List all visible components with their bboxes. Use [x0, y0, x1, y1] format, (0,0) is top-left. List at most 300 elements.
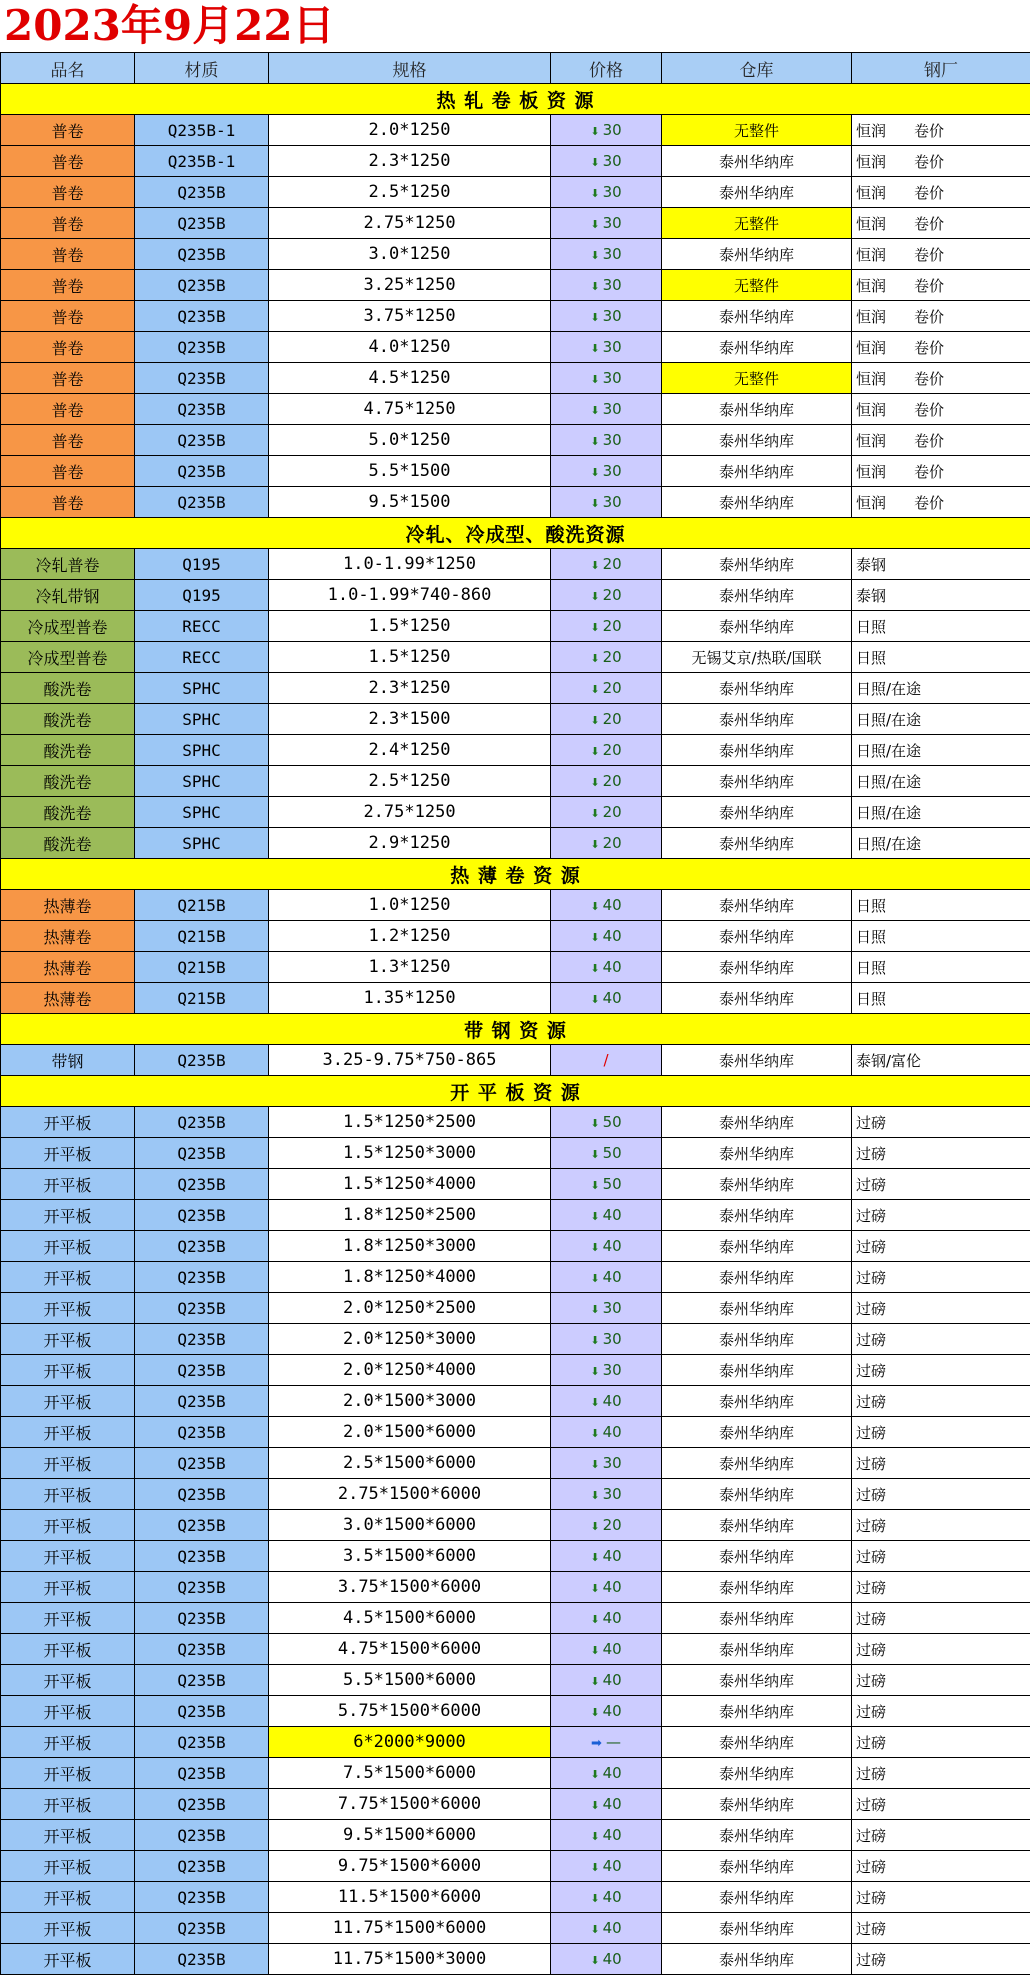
- spec-cell: 5.0*1250: [269, 425, 551, 456]
- mill-name: 过磅: [856, 1795, 887, 1814]
- material-cell: Q195: [135, 549, 269, 580]
- product-name-cell: 开平板: [1, 1417, 135, 1448]
- price-value: 50: [602, 1175, 622, 1193]
- price-value: 50: [602, 1144, 622, 1162]
- arrow-down-icon: ⬇: [590, 497, 600, 510]
- price-value: 40: [602, 1857, 622, 1875]
- product-name-cell: 开平板: [1, 1944, 135, 1975]
- price-cell: [551, 828, 662, 859]
- spec-cell: 1.8*1250*2500: [269, 1200, 551, 1231]
- arrow-down-icon: ⬇: [590, 1644, 600, 1657]
- warehouse-cell: 泰州华纳库: [662, 425, 852, 456]
- arrow-down-icon: ⬇: [590, 466, 600, 479]
- price-value: 40: [602, 1268, 622, 1286]
- spec-cell: 3.25*1250: [269, 270, 551, 301]
- warehouse-cell: 泰州华纳库: [662, 1882, 852, 1913]
- mill-name: 恒润: [856, 152, 887, 171]
- section-header-row: [1, 859, 1030, 890]
- table-row: [1, 673, 1030, 704]
- spec-cell: 2.3*1500: [269, 704, 551, 735]
- mill-name: 过磅: [856, 1113, 887, 1132]
- spec-cell: 2.5*1250: [269, 766, 551, 797]
- price-value: 20: [602, 586, 622, 604]
- price-value: 40: [602, 1578, 622, 1596]
- mill-name: 泰钢: [856, 586, 887, 605]
- table-row: [1, 239, 1030, 270]
- price-cell: [551, 1417, 662, 1448]
- table-row: [1, 1696, 1030, 1727]
- product-name-cell: 开平板: [1, 1820, 135, 1851]
- product-name-cell: 开平板: [1, 1634, 135, 1665]
- mill-cell: [852, 673, 1030, 704]
- warehouse-cell: 泰州华纳库: [662, 1603, 852, 1634]
- warehouse-cell: 泰州华纳库: [662, 890, 852, 921]
- price-value: /: [603, 1051, 609, 1069]
- mill-cell: [852, 1696, 1030, 1727]
- spec-cell: 1.5*1250*3000: [269, 1138, 551, 1169]
- material-cell: Q235B: [135, 1107, 269, 1138]
- material-cell: Q235B: [135, 239, 269, 270]
- mill-cell: [852, 1541, 1030, 1572]
- header-material: 材质: [135, 53, 269, 84]
- arrow-down-icon: ⬇: [590, 1427, 600, 1440]
- product-name-cell: 开平板: [1, 1572, 135, 1603]
- price-value: 40: [602, 1547, 622, 1565]
- spec-cell: 2.0*1250*4000: [269, 1355, 551, 1386]
- spec-cell: 7.75*1500*6000: [269, 1789, 551, 1820]
- table-row: [1, 766, 1030, 797]
- material-cell: Q235B: [135, 177, 269, 208]
- mill-cell: [852, 1107, 1030, 1138]
- section-title: 开 平 板 资 源: [1, 1076, 1030, 1107]
- spec-cell: 1.8*1250*4000: [269, 1262, 551, 1293]
- warehouse-cell: 泰州华纳库: [662, 239, 852, 270]
- product-name-cell: 开平板: [1, 1603, 135, 1634]
- mill-name: 过磅: [856, 1671, 887, 1690]
- spec-cell: 3.75*1250: [269, 301, 551, 332]
- price-cell: [551, 1851, 662, 1882]
- arrow-down-icon: ⬇: [590, 1272, 600, 1285]
- material-cell: Q235B: [135, 1293, 269, 1324]
- spec-cell: 2.75*1500*6000: [269, 1479, 551, 1510]
- spec-cell: 1.2*1250: [269, 921, 551, 952]
- material-cell: Q235B: [135, 1851, 269, 1882]
- price-table-body: [1, 53, 1030, 1975]
- arrow-down-icon: ⬇: [590, 559, 600, 572]
- price-cell: [551, 1324, 662, 1355]
- warehouse-cell: 泰州华纳库: [662, 1200, 852, 1231]
- table-row: [1, 1634, 1030, 1665]
- spec-cell: 4.5*1500*6000: [269, 1603, 551, 1634]
- mill-cell: [852, 394, 1030, 425]
- warehouse-cell: 泰州华纳库: [662, 1758, 852, 1789]
- mill-cell: [852, 1231, 1030, 1262]
- arrow-down-icon: ⬇: [590, 342, 600, 355]
- table-row: [1, 580, 1030, 611]
- section-title: 热 轧 卷 板 资 源: [1, 84, 1030, 115]
- material-cell: Q235B: [135, 1665, 269, 1696]
- mill-name: 恒润: [856, 121, 887, 140]
- mill-name: 过磅: [856, 1423, 887, 1442]
- product-name-cell: 酸洗卷: [1, 704, 135, 735]
- header-mill: 钢厂: [852, 53, 1030, 84]
- mill-name: 过磅: [856, 1857, 887, 1876]
- product-name-cell: 开平板: [1, 1541, 135, 1572]
- price-basis-note: 卷价: [914, 369, 945, 388]
- price-basis-note: 卷价: [914, 276, 945, 295]
- mill-name: 过磅: [856, 1764, 887, 1783]
- warehouse-cell: 泰州华纳库: [662, 1789, 852, 1820]
- product-name-cell: 普卷: [1, 146, 135, 177]
- material-cell: Q235B: [135, 301, 269, 332]
- mill-cell: [852, 735, 1030, 766]
- price-value: 50: [602, 1113, 622, 1131]
- header-price: 价格: [551, 53, 662, 84]
- warehouse-cell: 泰州华纳库: [662, 1572, 852, 1603]
- table-row: [1, 890, 1030, 921]
- price-value: 20: [602, 555, 622, 573]
- spec-cell: 7.5*1500*6000: [269, 1758, 551, 1789]
- price-cell: [551, 642, 662, 673]
- warehouse-cell: 泰州华纳库: [662, 1851, 852, 1882]
- price-value: 30: [602, 493, 622, 511]
- mill-cell: [852, 1572, 1030, 1603]
- product-name-cell: 普卷: [1, 208, 135, 239]
- mill-name: 过磅: [856, 1888, 887, 1907]
- mill-cell: [852, 1200, 1030, 1231]
- table-row: [1, 394, 1030, 425]
- price-cell: [551, 177, 662, 208]
- price-value: 30: [602, 369, 622, 387]
- mill-cell: [852, 983, 1030, 1014]
- material-cell: Q235B-1: [135, 115, 269, 146]
- material-cell: SPHC: [135, 828, 269, 859]
- spec-cell: 2.5*1250: [269, 177, 551, 208]
- product-name-cell: 普卷: [1, 332, 135, 363]
- spec-cell: 1.35*1250: [269, 983, 551, 1014]
- spec-cell: 2.3*1250: [269, 146, 551, 177]
- product-name-cell: 酸洗卷: [1, 673, 135, 704]
- table-row: [1, 1572, 1030, 1603]
- arrow-down-icon: ⬇: [590, 962, 600, 975]
- mill-name: 日照/在途: [856, 679, 922, 698]
- spec-cell: 2.0*1250*2500: [269, 1293, 551, 1324]
- price-cell: [551, 1820, 662, 1851]
- header-name: 品名: [1, 53, 135, 84]
- price-value: 30: [602, 276, 622, 294]
- price-cell: [551, 487, 662, 518]
- price-cell: [551, 921, 662, 952]
- spec-cell: 2.4*1250: [269, 735, 551, 766]
- spec-cell: 2.9*1250: [269, 828, 551, 859]
- warehouse-cell: 泰州华纳库: [662, 1820, 852, 1851]
- price-value: 30: [602, 431, 622, 449]
- warehouse-cell: 泰州华纳库: [662, 1634, 852, 1665]
- table-row: [1, 1603, 1030, 1634]
- price-value: 40: [602, 1640, 622, 1658]
- arrow-down-icon: ⬇: [590, 1799, 600, 1812]
- price-cell: [551, 270, 662, 301]
- table-row: [1, 456, 1030, 487]
- mill-cell: [852, 1479, 1030, 1510]
- warehouse-cell: 无锡艾京/热联/国联: [662, 642, 852, 673]
- warehouse-cell: 泰州华纳库: [662, 766, 852, 797]
- header-warehouse: 仓库: [662, 53, 852, 84]
- table-row: [1, 1665, 1030, 1696]
- material-cell: Q235B: [135, 1262, 269, 1293]
- mill-name: 恒润: [856, 183, 887, 202]
- price-value: 30: [602, 1299, 622, 1317]
- material-cell: Q235B: [135, 1417, 269, 1448]
- table-row: [1, 363, 1030, 394]
- material-cell: SPHC: [135, 797, 269, 828]
- spec-cell: 5.5*1500: [269, 456, 551, 487]
- product-name-cell: 开平板: [1, 1851, 135, 1882]
- arrow-down-icon: ⬇: [590, 900, 600, 913]
- price-value: 30: [602, 307, 622, 325]
- table-row: [1, 1138, 1030, 1169]
- table-row: [1, 1417, 1030, 1448]
- product-name-cell: 冷成型普卷: [1, 642, 135, 673]
- price-cell: [551, 1882, 662, 1913]
- arrow-down-icon: ⬇: [590, 404, 600, 417]
- table-row: [1, 611, 1030, 642]
- table-row: [1, 1386, 1030, 1417]
- product-name-cell: 开平板: [1, 1231, 135, 1262]
- price-value: 40: [602, 927, 622, 945]
- price-value: 30: [602, 183, 622, 201]
- warehouse-cell: 泰州华纳库: [662, 456, 852, 487]
- arrow-down-icon: ⬇: [590, 1334, 600, 1347]
- arrow-down-icon: ⬇: [590, 1923, 600, 1936]
- mill-cell: [852, 425, 1030, 456]
- price-value: 20: [602, 617, 622, 635]
- material-cell: Q215B: [135, 890, 269, 921]
- table-row: [1, 549, 1030, 580]
- warehouse-cell: 泰州华纳库: [662, 580, 852, 611]
- arrow-down-icon: ⬇: [590, 838, 600, 851]
- mill-name: 过磅: [856, 1392, 887, 1411]
- price-cell: [551, 580, 662, 611]
- arrow-down-icon: ⬇: [590, 1458, 600, 1471]
- mill-cell: [852, 487, 1030, 518]
- price-value: 20: [602, 834, 622, 852]
- product-name-cell: 带钢: [1, 1045, 135, 1076]
- table-row: [1, 425, 1030, 456]
- spec-cell: 3.0*1500*6000: [269, 1510, 551, 1541]
- mill-name: 恒润: [856, 369, 887, 388]
- table-row: [1, 1324, 1030, 1355]
- product-name-cell: 开平板: [1, 1293, 135, 1324]
- mill-cell: [852, 1262, 1030, 1293]
- spec-cell: 2.5*1500*6000: [269, 1448, 551, 1479]
- spec-cell: 11.75*1500*3000: [269, 1944, 551, 1975]
- arrow-down-icon: ⬇: [590, 1861, 600, 1874]
- mill-name: 过磅: [856, 1175, 887, 1194]
- arrow-down-icon: ⬇: [590, 1954, 600, 1967]
- price-cell: [551, 797, 662, 828]
- mill-cell: [852, 208, 1030, 239]
- material-cell: Q235B: [135, 1510, 269, 1541]
- price-value: 40: [602, 1795, 622, 1813]
- mill-name: 泰钢/富伦: [856, 1051, 922, 1070]
- warehouse-cell: 泰州华纳库: [662, 1541, 852, 1572]
- price-cell: [551, 456, 662, 487]
- section-title: 热 薄 卷 资 源: [1, 859, 1030, 890]
- spec-cell: 4.5*1250: [269, 363, 551, 394]
- mill-cell: [852, 177, 1030, 208]
- mill-cell: [852, 1138, 1030, 1169]
- mill-cell: [852, 1386, 1030, 1417]
- product-name-cell: 酸洗卷: [1, 735, 135, 766]
- table-row: [1, 983, 1030, 1014]
- product-name-cell: 普卷: [1, 177, 135, 208]
- mill-name: 恒润: [856, 245, 887, 264]
- mill-name: 日照: [856, 896, 887, 915]
- arrow-down-icon: ⬇: [590, 1303, 600, 1316]
- mill-name: 恒润: [856, 493, 887, 512]
- table-row: [1, 952, 1030, 983]
- warehouse-cell: 泰州华纳库: [662, 1479, 852, 1510]
- warehouse-cell: 泰州华纳库: [662, 1293, 852, 1324]
- warehouse-cell: 泰州华纳库: [662, 611, 852, 642]
- price-value: 20: [602, 741, 622, 759]
- table-row: [1, 1944, 1030, 1975]
- spec-cell: 9.5*1500*6000: [269, 1820, 551, 1851]
- arrow-down-icon: ⬇: [590, 993, 600, 1006]
- mill-name: 日照: [856, 617, 887, 636]
- table-row: [1, 1231, 1030, 1262]
- arrow-down-icon: ⬇: [590, 1675, 600, 1688]
- material-cell: Q235B: [135, 1944, 269, 1975]
- warehouse-cell: 泰州华纳库: [662, 1386, 852, 1417]
- price-value: 30: [602, 400, 622, 418]
- material-cell: Q235B: [135, 1758, 269, 1789]
- material-cell: Q235B: [135, 1882, 269, 1913]
- price-cell: [551, 394, 662, 425]
- material-cell: Q235B: [135, 332, 269, 363]
- spec-cell: 3.5*1500*6000: [269, 1541, 551, 1572]
- price-cell: [551, 1231, 662, 1262]
- section-header-row: [1, 84, 1030, 115]
- warehouse-cell: 泰州华纳库: [662, 673, 852, 704]
- product-name-cell: 开平板: [1, 1448, 135, 1479]
- price-value: 30: [602, 214, 622, 232]
- price-cell: [551, 890, 662, 921]
- price-cell: [551, 704, 662, 735]
- warehouse-cell: 泰州华纳库: [662, 1169, 852, 1200]
- material-cell: Q215B: [135, 983, 269, 1014]
- warehouse-cell: 泰州华纳库: [662, 394, 852, 425]
- price-value: 40: [602, 1671, 622, 1689]
- mill-name: 恒润: [856, 307, 887, 326]
- spec-cell: 2.3*1250: [269, 673, 551, 704]
- material-cell: Q235B: [135, 1634, 269, 1665]
- product-name-cell: 热薄卷: [1, 890, 135, 921]
- section-header-row: [1, 1076, 1030, 1107]
- table-row: [1, 1541, 1030, 1572]
- price-value: 30: [602, 462, 622, 480]
- mill-name: 过磅: [856, 1206, 887, 1225]
- table-row: [1, 1262, 1030, 1293]
- product-name-cell: 热薄卷: [1, 983, 135, 1014]
- product-name-cell: 普卷: [1, 456, 135, 487]
- material-cell: Q215B: [135, 921, 269, 952]
- mill-cell: [852, 1293, 1030, 1324]
- spec-cell: 2.0*1500*3000: [269, 1386, 551, 1417]
- material-cell: Q235B: [135, 1448, 269, 1479]
- arrow-down-icon: ⬇: [590, 280, 600, 293]
- material-cell: SPHC: [135, 766, 269, 797]
- spec-cell: 2.75*1250: [269, 797, 551, 828]
- table-row: [1, 115, 1030, 146]
- arrow-down-icon: ⬇: [590, 1489, 600, 1502]
- arrow-down-icon: ⬇: [590, 1148, 600, 1161]
- price-cell: [551, 1479, 662, 1510]
- material-cell: Q235B: [135, 1603, 269, 1634]
- warehouse-cell: 泰州华纳库: [662, 1665, 852, 1696]
- warehouse-cell: 泰州华纳库: [662, 1231, 852, 1262]
- table-row: [1, 921, 1030, 952]
- table-row: [1, 270, 1030, 301]
- warehouse-cell: 泰州华纳库: [662, 1727, 852, 1758]
- mill-cell: [852, 1603, 1030, 1634]
- price-value: —: [605, 1733, 621, 1751]
- spec-cell: 1.3*1250: [269, 952, 551, 983]
- product-name-cell: 开平板: [1, 1913, 135, 1944]
- arrow-down-icon: ⬇: [590, 1768, 600, 1781]
- mill-cell: [852, 270, 1030, 301]
- warehouse-cell: 泰州华纳库: [662, 1417, 852, 1448]
- product-name-cell: 冷轧普卷: [1, 549, 135, 580]
- mill-cell: [852, 580, 1030, 611]
- price-cell: [551, 1510, 662, 1541]
- mill-cell: [852, 1665, 1030, 1696]
- warehouse-cell: 泰州华纳库: [662, 549, 852, 580]
- material-cell: Q195: [135, 580, 269, 611]
- price-cell: [551, 301, 662, 332]
- price-cell: [551, 1448, 662, 1479]
- spec-cell: 1.5*1250: [269, 611, 551, 642]
- mill-cell: [852, 611, 1030, 642]
- arrow-down-icon: ⬇: [590, 1520, 600, 1533]
- product-name-cell: 开平板: [1, 1169, 135, 1200]
- section-header-row: [1, 1014, 1030, 1045]
- product-name-cell: 普卷: [1, 270, 135, 301]
- price-value: 20: [602, 679, 622, 697]
- price-cell: [551, 1169, 662, 1200]
- price-basis-note: 卷价: [914, 121, 945, 140]
- warehouse-cell: 无整件: [662, 115, 852, 146]
- price-value: 20: [602, 772, 622, 790]
- arrow-down-icon: ⬇: [590, 683, 600, 696]
- table-row: [1, 797, 1030, 828]
- product-name-cell: 开平板: [1, 1882, 135, 1913]
- warehouse-cell: 泰州华纳库: [662, 1696, 852, 1727]
- mill-name: 过磅: [856, 1330, 887, 1349]
- product-name-cell: 酸洗卷: [1, 766, 135, 797]
- price-value: 30: [602, 152, 622, 170]
- price-table: [0, 52, 1030, 1975]
- price-cell: [551, 1045, 662, 1076]
- mill-name: 恒润: [856, 338, 887, 357]
- product-name-cell: 普卷: [1, 487, 135, 518]
- price-value: 40: [602, 1950, 622, 1968]
- table-row: [1, 828, 1030, 859]
- table-row: [1, 1169, 1030, 1200]
- product-name-cell: 开平板: [1, 1758, 135, 1789]
- arrow-down-icon: ⬇: [590, 1892, 600, 1905]
